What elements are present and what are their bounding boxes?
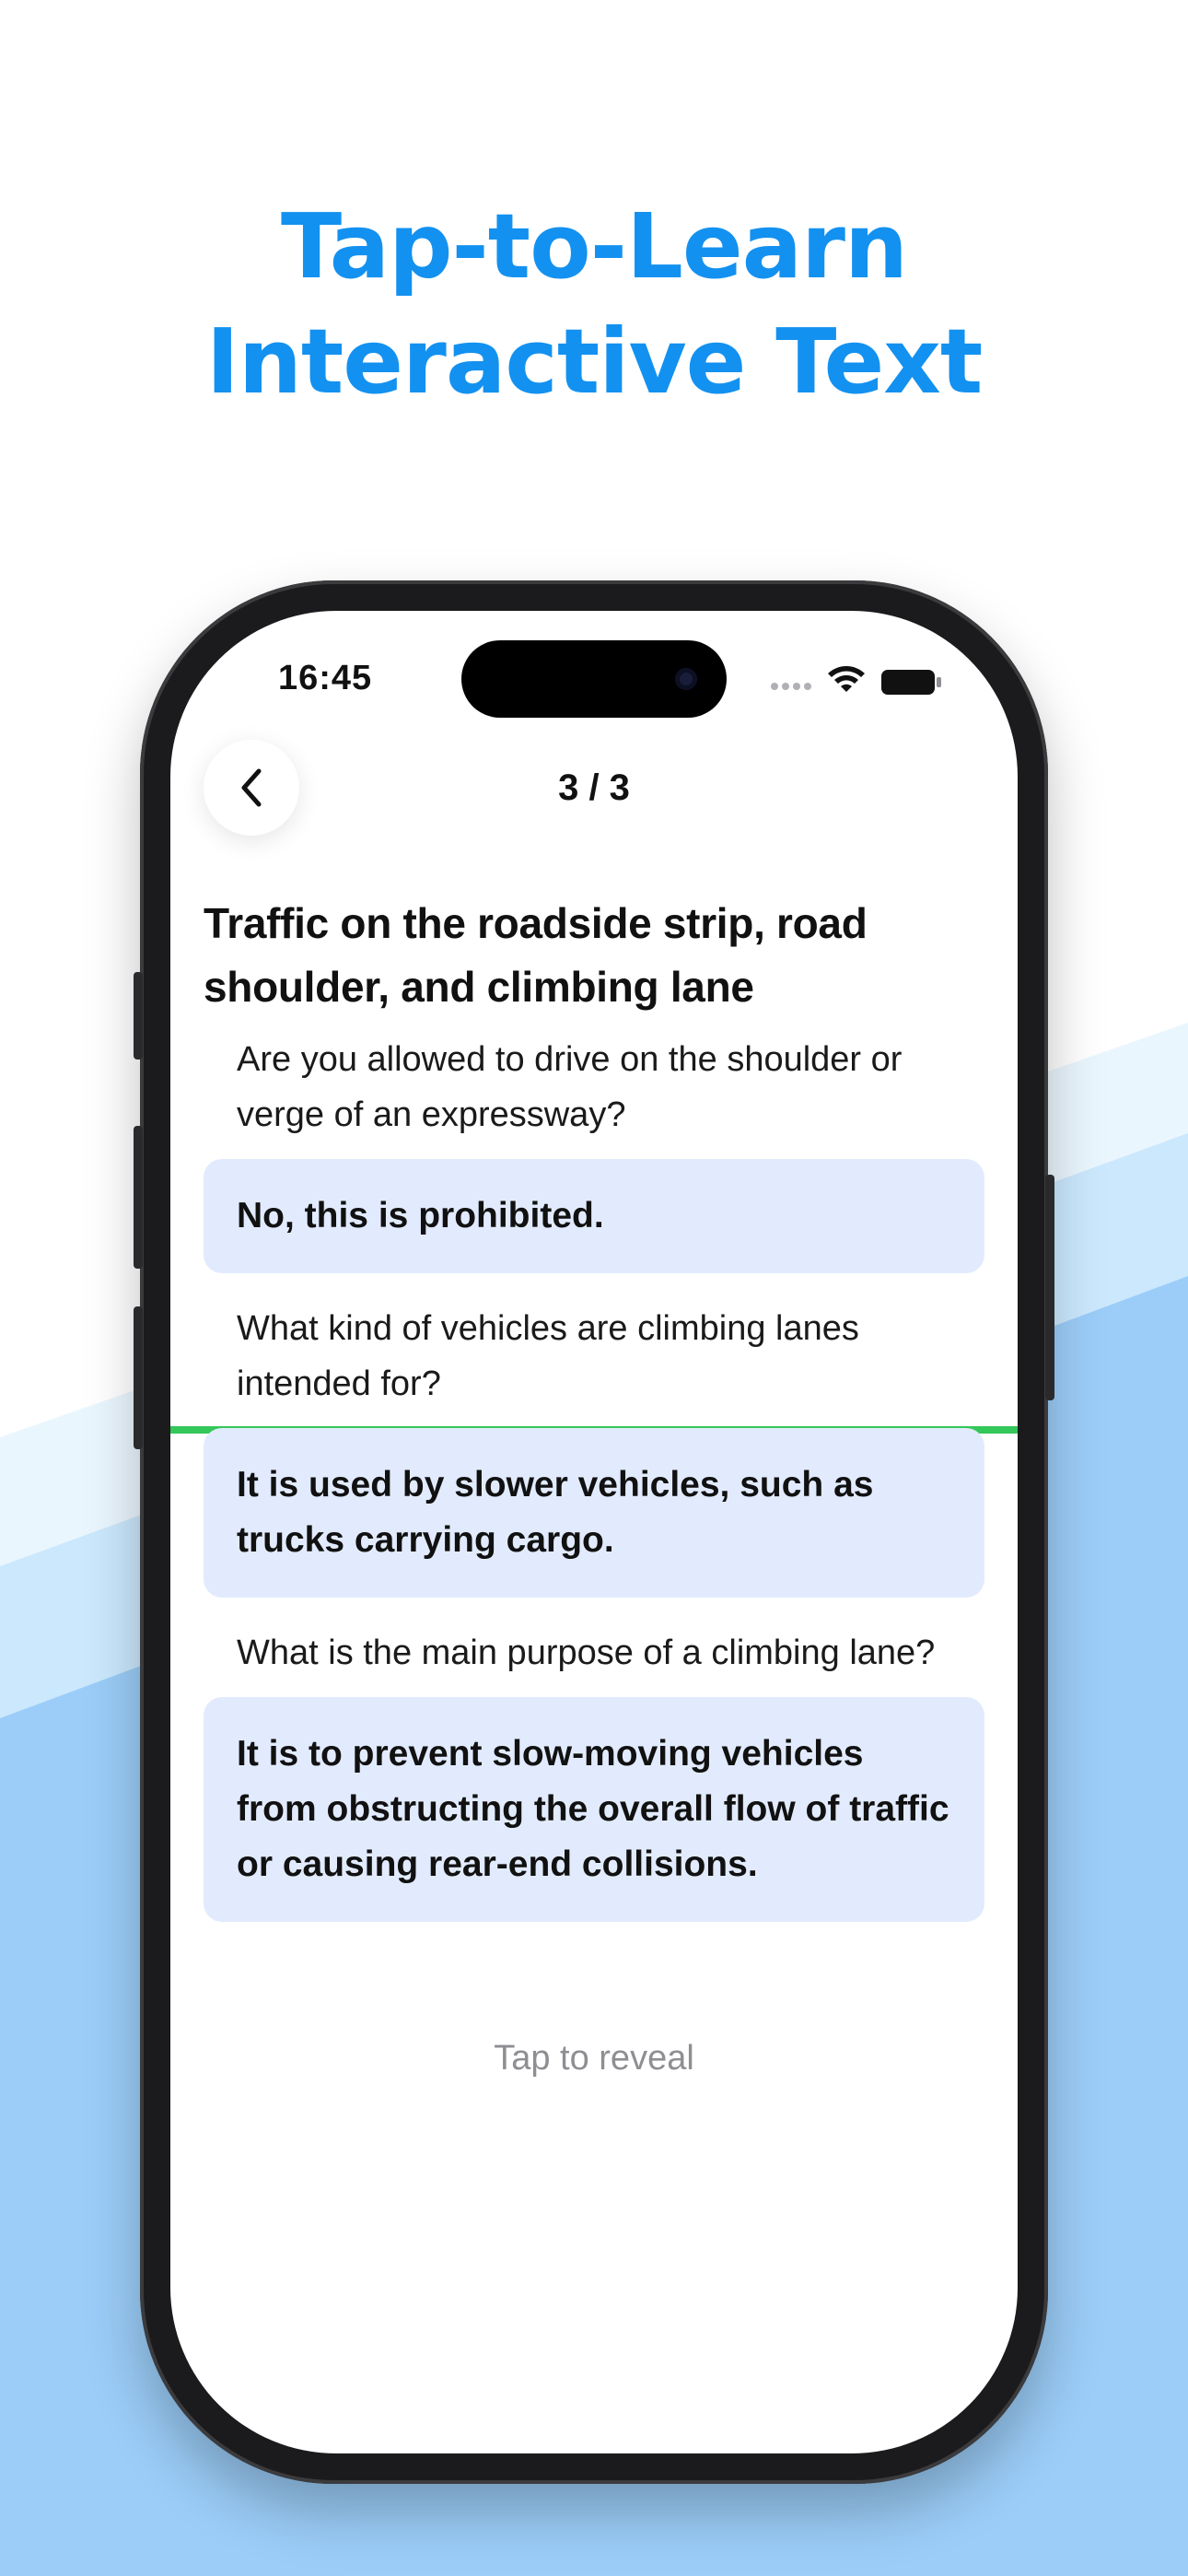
headline-line-1: Tap-to-Learn	[280, 194, 908, 299]
status-icons	[769, 664, 944, 697]
tap-to-reveal-hint[interactable]: Tap to reveal	[494, 2039, 694, 2078]
camera-icon	[675, 668, 697, 690]
status-time: 16:45	[278, 659, 373, 697]
answer-card[interactable]: No, this is prohibited.	[204, 1159, 984, 1273]
phone-power-button	[1045, 1175, 1054, 1400]
question-text: What kind of vehicles are climbing lanes intended for?	[237, 1309, 859, 1403]
answer-card[interactable]: It is to prevent slow-moving vehicles from obstructing the overall flow of traffic or causing rear-end collisions.	[204, 1697, 984, 1922]
question-text: What is the main purpose of a climbing lane?	[237, 1633, 936, 1672]
content	[204, 892, 984, 1950]
headline	[0, 189, 1188, 419]
answer-card[interactable]: It is used by slower vehicles, such as trucks carrying cargo.	[204, 1428, 984, 1598]
headline-line-2: Interactive Text	[205, 310, 983, 414]
phone-volume-down-button	[134, 1306, 143, 1449]
page-indicator: 3 / 3	[558, 767, 630, 808]
section-title: Traffic on the roadside strip, road shoulder, and climbing lane	[204, 899, 868, 1011]
question-text: Are you allowed to drive on the shoulder or verge of an expressway?	[237, 1040, 903, 1134]
dynamic-island	[461, 640, 727, 718]
wifi-icon	[828, 666, 865, 692]
battery-icon	[881, 670, 941, 695]
signal-dots-icon	[771, 683, 811, 690]
phone-action-button	[134, 972, 143, 1060]
phone-volume-up-button	[134, 1126, 143, 1269]
phone-frame	[140, 580, 1048, 2484]
phone-screen	[170, 611, 1018, 2453]
